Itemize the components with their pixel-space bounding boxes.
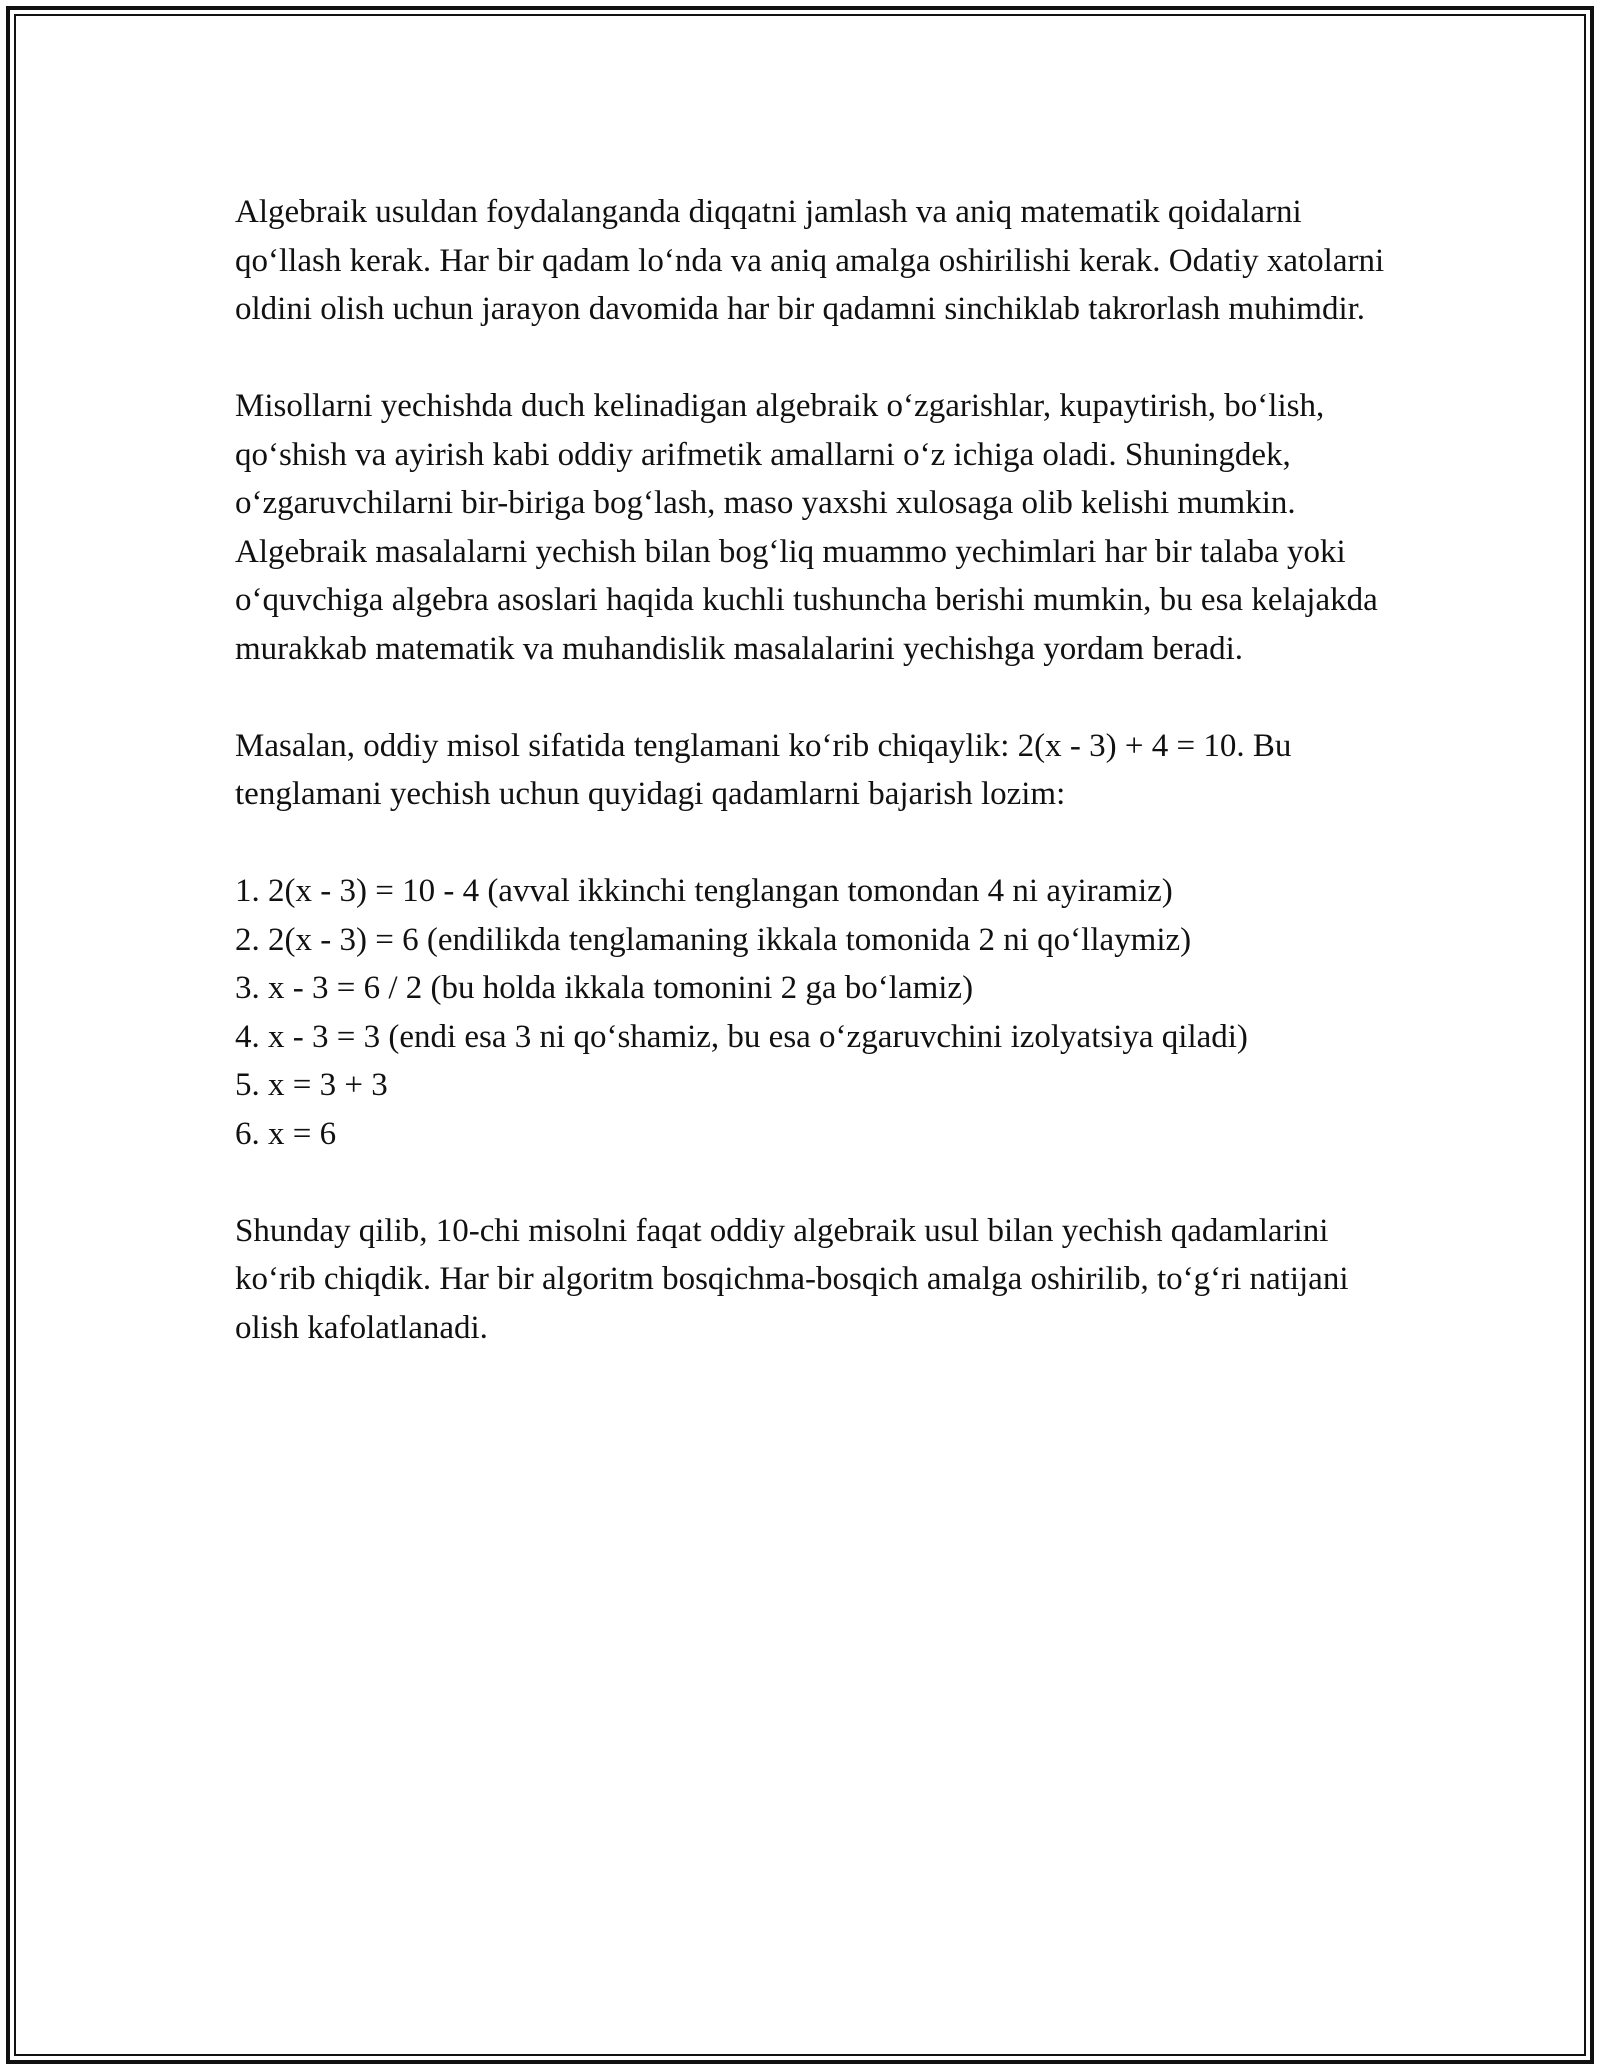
paragraph-operations: Misollarni yechishda duch kelinadigan algebraik o‘zgarishlar, kupaytirish, bo‘lish, qo‘shish va ayirish kabi oddiy arifmetik amallarni o‘z ichiga oladi. Shuningdek, o‘zgaruvchilarni bir-biriga bog‘lash, maso yaxshi xulosaga olib kelishi mumkin. Algebraik masalalarni yechish bilan bog‘liq muammo yechimlari har bir talaba yoki o‘quvchiga algebra asoslari haqida kuchli tushuncha berishi mumkin, bu esa kelajakda murakkab matematik va muhandislik masalalarini yechishga yordam beradi. (235, 388, 1378, 667)
solution-step-1: 1. 2(x - 3) = 10 - 4 (avval ikkinchi tenglangan tomondan 4 ni ayiramiz) (235, 873, 1173, 909)
solution-step-5: 5. x = 3 + 3 (235, 1067, 388, 1103)
solution-step-3: 3. x - 3 = 6 / 2 (bu holda ikkala tomonini 2 ga bo‘lamiz) (235, 970, 974, 1006)
solution-step-6: 6. x = 6 (235, 1115, 337, 1152)
paragraph-conclusion: Shunday qilib, 10-chi misolni faqat oddiy algebraik usul bilan yechish qadamlarini ko‘rib chiqdik. Har bir algoritm bosqichma-bosqich amalga oshirilib, to‘g‘ri natijani olish kafolatlanadi. (235, 1212, 1349, 1346)
paragraph-example: Masalan, oddiy misol sifatida tenglamani ko‘rib chiqaylik: 2(x - 3) + 4 = 10. Bu tenglamani yechish uchun quyidagi qadamlarni bajarish lozim: (235, 727, 1292, 812)
solution-step-4: 4. x - 3 = 3 (endi esa 3 ni qo‘shamiz, bu esa o‘zgaruvchini izolyatsiya qiladi) (235, 1018, 1248, 1055)
paragraph-intro: Algebraik usuldan foydalanganda diqqatni jamlash va aniq matematik qoidalarni qo‘llash kerak. Har bir qadam lo‘nda va aniq amalga oshirilishi kerak. Odatiy xatolarni oldini olish uchun jarayon davomida har bir qadamni sinchiklab takrorlash muhimdir. (235, 194, 1385, 327)
solution-steps-list (235, 867, 1400, 1158)
solution-step-2: 2. 2(x - 3) = 6 (endilikda tenglamaning ikkala tomonida 2 ni qo‘llaymiz) (235, 921, 1192, 958)
document-body (235, 188, 1400, 1401)
